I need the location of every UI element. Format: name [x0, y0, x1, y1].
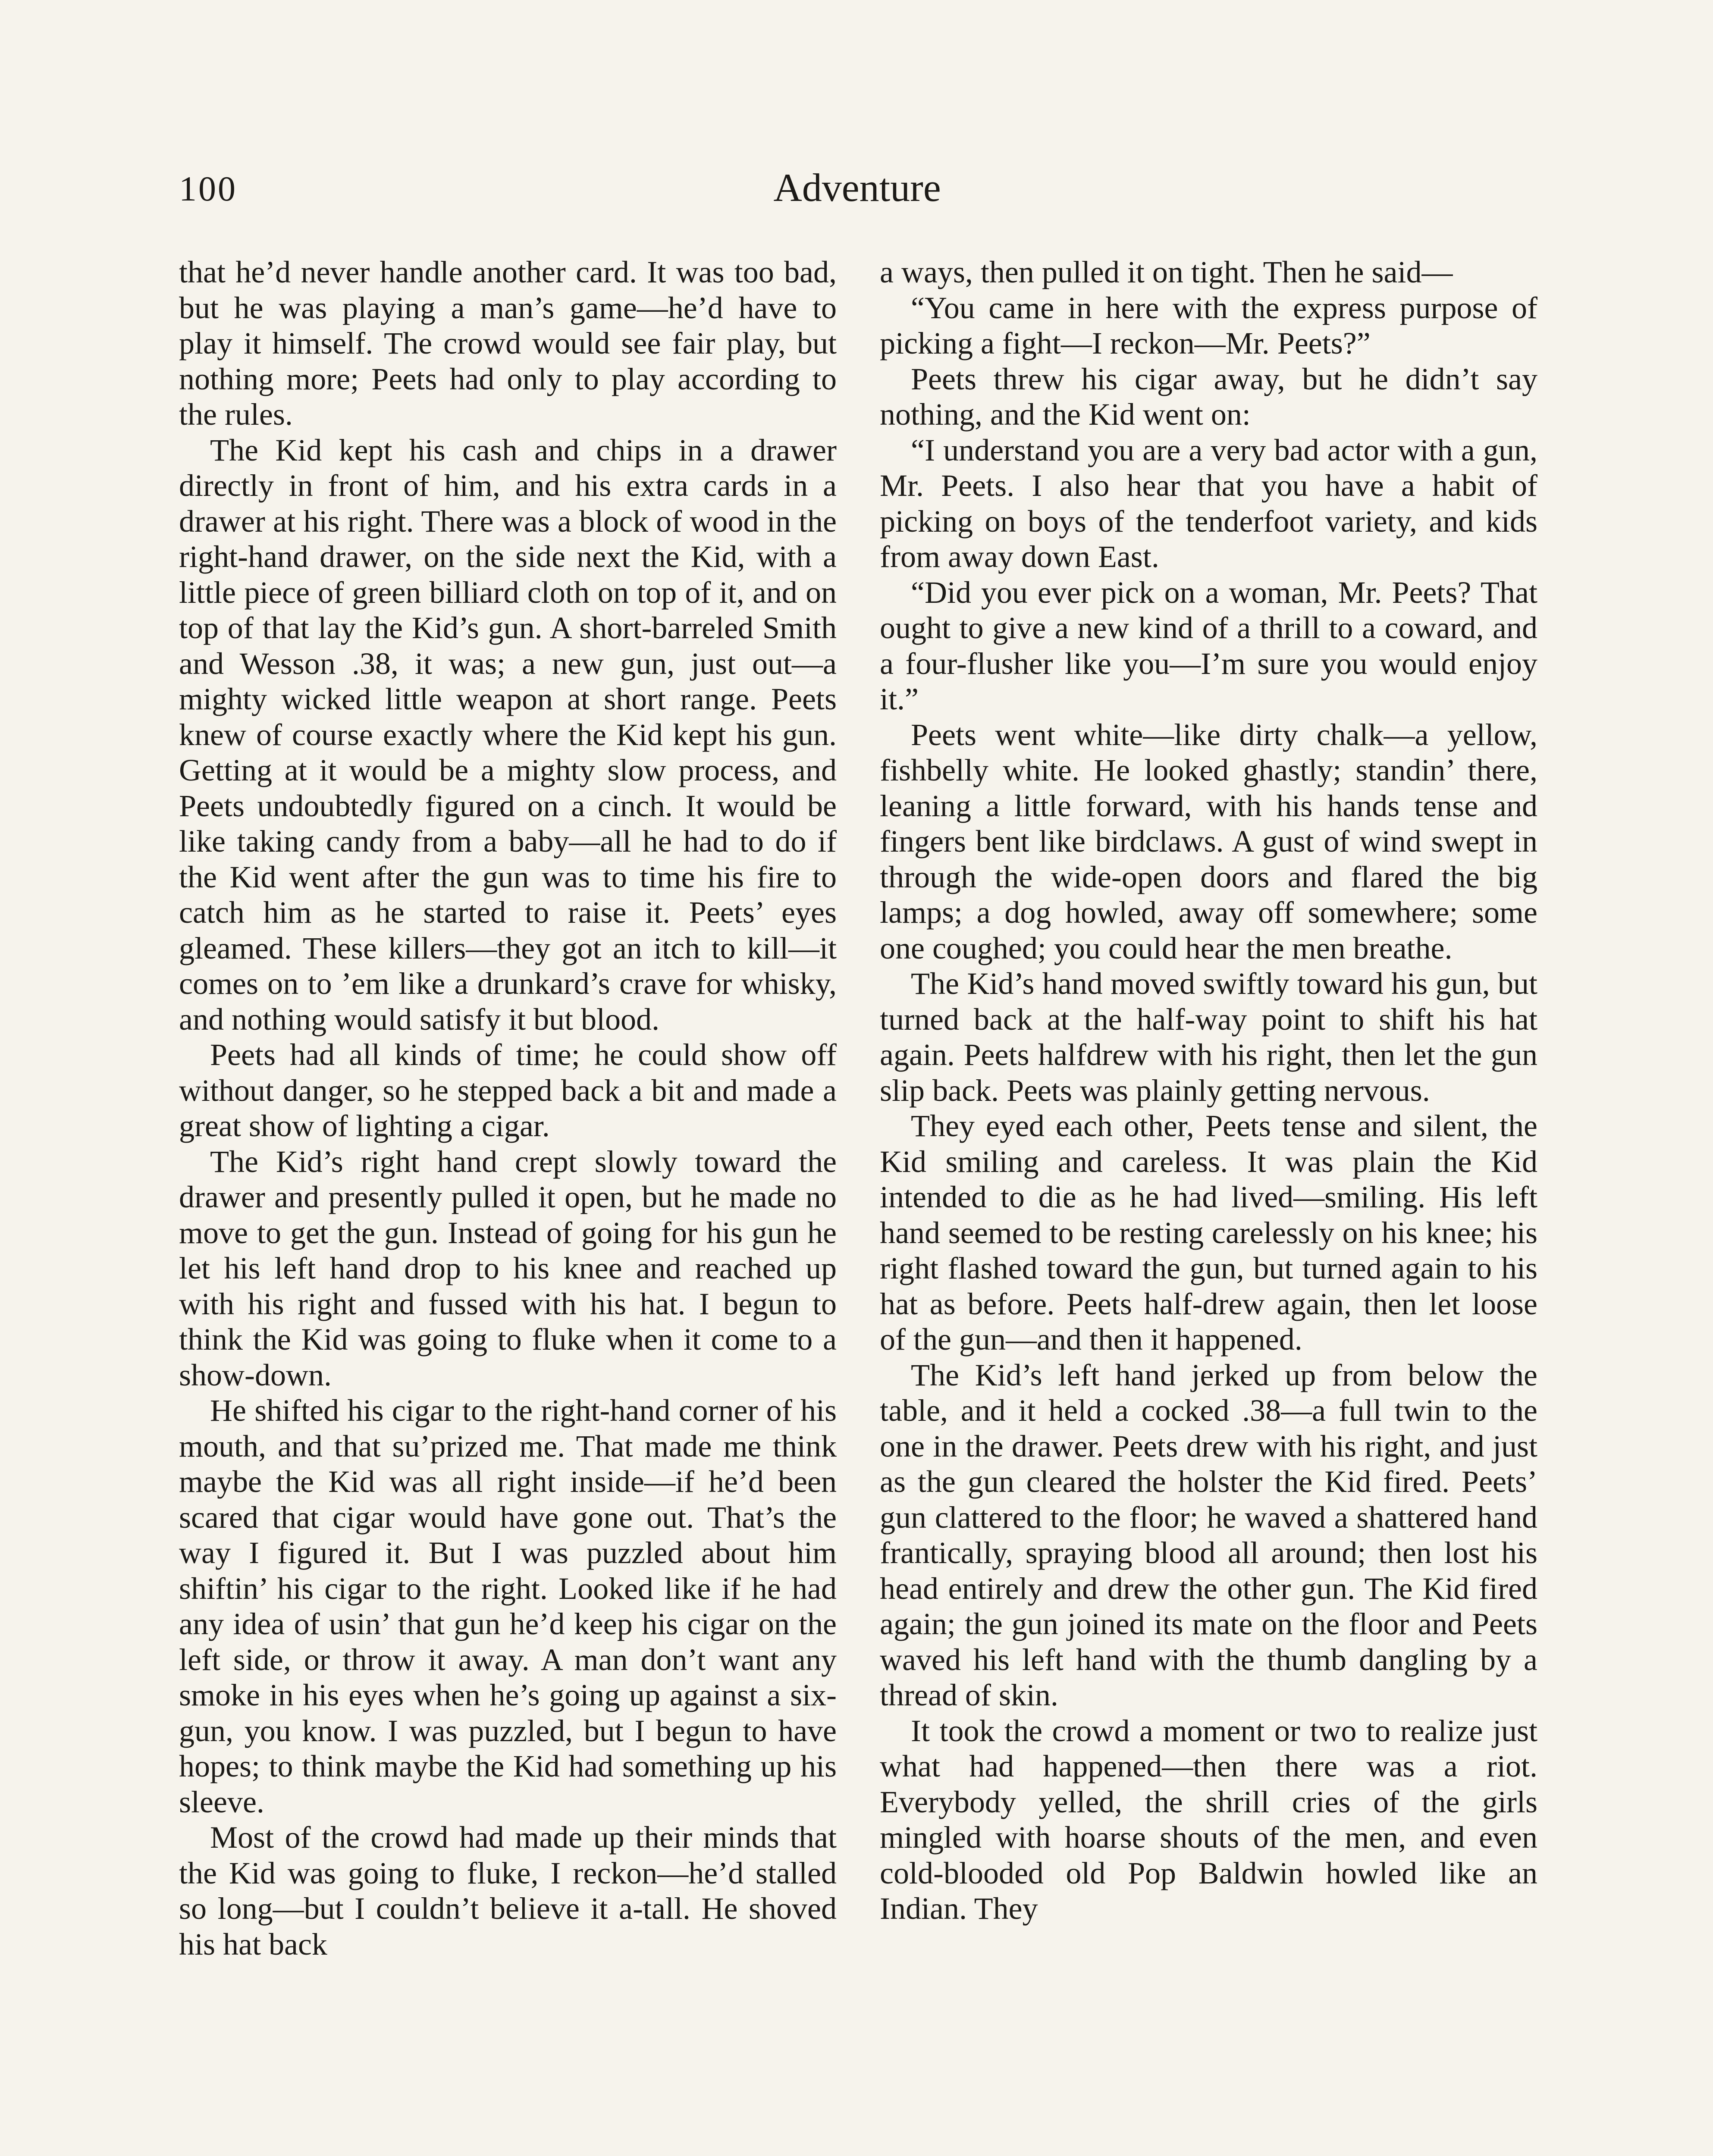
- paragraph: The Kid’s hand moved swiftly toward his gun, but turned back at the half-way point to shift his hat again. Peets halfdrew with his right, then let the gun slip back. Peets was plainly getting nervous.: [880, 966, 1537, 1108]
- paragraph: It took the crowd a moment or two to realize just what had happened—then there was a riot. Everybody yelled, the shrill cries of the girls mingled with hoarse shouts of the men, and even cold-blooded old Pop Baldwin howled like an Indian. They: [880, 1713, 1537, 1926]
- paragraph: Peets went white—like dirty chalk—a yellow, fishbelly white. He looked ghastly; standin’ there, leaning a little forward, with his hands tense and fingers bent like birdclaws. A gust of wind swept in through the wide-open doors and flared the big lamps; a dog howled, away off somewhere; some one coughed; you could hear the men breathe.: [880, 717, 1537, 965]
- paragraph: Peets threw his cigar away, but he didn’t say nothing, and the Kid went on:: [880, 361, 1537, 432]
- paragraph: The Kid’s left hand jerked up from below the table, and it held a cocked .38—a full twin to the one in the drawer. Peets drew with his right, and just as the gun cleared the holster the Kid fired. Peets’ gun clattered to the floor; he waved a shattered hand frantically, spraying blood all around; then lost his head entirely and drew the other gun. The Kid fired again; the gun joined its mate on the floor and Peets waved his left hand with the thumb dangling by a thread of skin.: [880, 1357, 1537, 1712]
- page-number: 100: [179, 169, 237, 208]
- paragraph: The Kid’s right hand crept slowly toward the drawer and presently pulled it open, but he made no move to get the gun. Instead of going for his gun he let his left hand drop to his knee and reached up with his right and fussed with his hat. I begun to think the Kid was going to fluke when it come to a show-down.: [179, 1144, 837, 1392]
- paragraph: a ways, then pulled it on tight. Then he said—: [880, 255, 1453, 289]
- paragraph: Most of the crowd had made up their minds that the Kid was going to fluke, I reckon—he’d stalled so long—but I couldn’t believe it a-tall. He shoved his hat back: [179, 1820, 837, 1962]
- paragraph: Peets had all kinds of time; he could show off without danger, so he stepped back a bit and made a great show of lighting a cigar.: [179, 1037, 837, 1143]
- paragraph: They eyed each other, Peets tense and silent, the Kid smiling and careless. It was plain the Kid intended to die as he had lived—smiling. His left hand seemed to be resting carelessly on his knee; his right flashed toward the gun, but turned again to his hat as before. Peets half-drew again, then let loose of the gun—and then it happened.: [880, 1109, 1537, 1357]
- paragraph: He shifted his cigar to the right-hand corner of his mouth, and that su’prized me. That made me think maybe the Kid was all right inside—if he’d been scared that cigar would have gone out. That’s the way I figured it. But I was puzzled about him shiftin’ his cigar to the right. Looked like if he had any idea of usin’ that gun he’d keep his cigar on the left side, or throw it away. A man don’t want any smoke in his eyes when he’s going up against a six-gun, you know. I was puzzled, but I begun to have hopes; to think maybe the Kid had something up his sleeve.: [179, 1393, 837, 1819]
- paragraph: that he’d never handle another card. It was too bad, but he was playing a man’s game—he’d have to play it himself. The crowd would see fair play, but nothing more; Peets had only to play according to the rules.: [179, 255, 837, 432]
- paragraph: The Kid kept his cash and chips in a drawer directly in front of him, and his extra cards in a drawer at his right. There was a block of wood in the right-hand drawer, on the side next the Kid, with a little piece of green billiard cloth on top of it, and on top of that lay the Kid’s gun. A short-barreled Smith and Wesson .38, it was; a new gun, just out—a mighty wicked little weapon at short range. Peets knew of course exactly where the Kid kept his gun. Getting at it would be a mighty slow process, and Peets undoubtedly figured on a cinch. It would be like taking candy from a baby—all he had to do if the Kid went after the gun was to time his fire to catch him as he started to raise it. Peets’ eyes gleamed. These killers—they got an itch to kill—it comes on to ’em like a drunkard’s crave for whisky, and nothing would satisfy it but blood.: [179, 432, 837, 1037]
- left-column: [179, 254, 837, 1962]
- right-column: [880, 254, 1537, 1927]
- paragraph: “You came in here with the express purpose of picking a fight—I reckon—Mr. Peets?”: [880, 290, 1537, 360]
- running-title: Adventure: [773, 166, 941, 210]
- page-header: [179, 164, 1535, 216]
- paragraph: “Did you ever pick on a woman, Mr. Peets? That ought to give a new kind of a thrill to a coward, and a four-flusher like you—I’m sure you would enjoy it.”: [880, 575, 1537, 716]
- paragraph: “I understand you are a very bad actor with a gun, Mr. Peets. I also hear that you have a habit of picking on boys of the tenderfoot variety, and kids from away down East.: [880, 432, 1537, 574]
